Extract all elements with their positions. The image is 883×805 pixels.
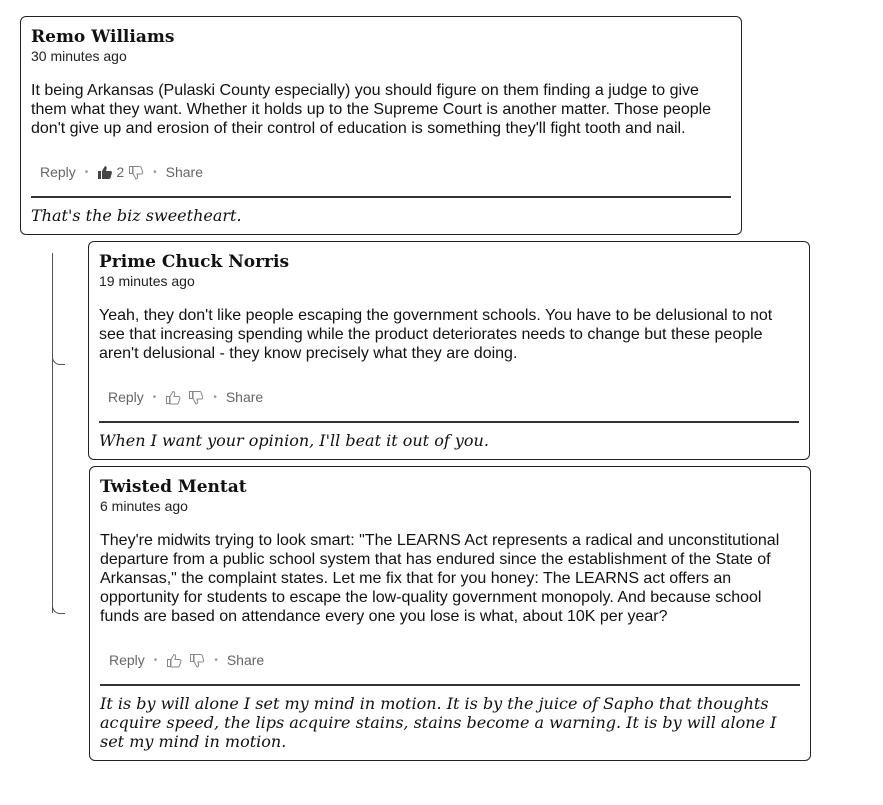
comment-body: Yeah, they don't like people escaping the government schools. You have to be delusional to not see that increasing spending while the product deteriorates needs to change but these people aren't delusional - they know precisely what they are doing. [99,307,773,362]
comment-timestamp[interactable]: 6 minutes ago [100,498,188,514]
separator-dot: • [213,391,217,403]
separator-dot: • [153,654,158,666]
comment-timestamp[interactable]: 19 minutes ago [99,273,195,289]
like-button[interactable] [166,653,182,668]
comment-author[interactable]: Prime Chuck Norris [99,252,290,272]
comment-signature: It is by will alone I set my mind in motion. It is by the juice of Sapho that thoughts acquire speed, the lips acquire stains, stains become a warning. It is by will alone I set my mind in motion. [100,684,800,751]
comment-timestamp[interactable]: 30 minutes ago [31,48,127,64]
comment-author[interactable]: Remo Williams [31,27,175,47]
dislike-button[interactable] [188,390,204,405]
dislike-button[interactable] [189,653,205,668]
comment-card [88,241,810,460]
separator-dot: • [214,654,218,666]
comment-signature: That's the biz sweetheart. [31,196,731,225]
comment-actions [100,650,800,670]
reply-button[interactable]: Reply [108,389,144,405]
reply-button[interactable]: Reply [109,652,145,668]
like-count: 2 [116,164,125,180]
separator-dot: • [153,166,157,178]
share-button[interactable]: Share [165,164,203,180]
separator-dot: • [152,391,157,403]
comment-body: It being Arkansas (Pulaski County especially) you should figure on them finding a judge to give them what they want. Whether it holds up to the Supreme Court is another matter. Those people don't give up and erosion of their control of education is something they'll fight tooth and nail. [31,82,712,137]
separator-dot: • [84,166,89,178]
thumbs-up-icon [165,390,181,405]
comment-card [89,466,811,761]
thumbs-up-icon [97,165,113,180]
comment-actions [31,162,731,182]
dislike-button[interactable] [128,165,144,180]
share-button[interactable]: Share [225,389,264,405]
comment-actions [99,387,799,407]
thumbs-up-icon [166,653,182,668]
share-button[interactable]: Share [226,652,265,668]
comment-author[interactable]: Twisted Mentat [100,477,247,497]
comment-card [20,16,742,235]
like-button[interactable] [165,390,181,405]
thumbs-down-icon [189,653,205,668]
thumbs-down-icon [188,390,204,405]
comment-signature: When I want your opinion, I'll beat it out of you. [99,421,799,450]
reply-button[interactable]: Reply [40,164,76,180]
thread-line [52,253,65,613]
comment-body: They're midwits trying to look smart: "The LEARNS Act represents a radical and unconstitutional departure from a public school system that has endured since the establishment of the State of Arkansas," the complaint states. Let me fix that for you honey: The LEARNS act offers an opportunity for students to escape the low-quality government monopoly. And because school funds are based on attendance every one you lose is what, about 10K per year? [100,532,780,625]
like-button[interactable] [97,165,113,180]
thumbs-down-icon [128,165,144,180]
